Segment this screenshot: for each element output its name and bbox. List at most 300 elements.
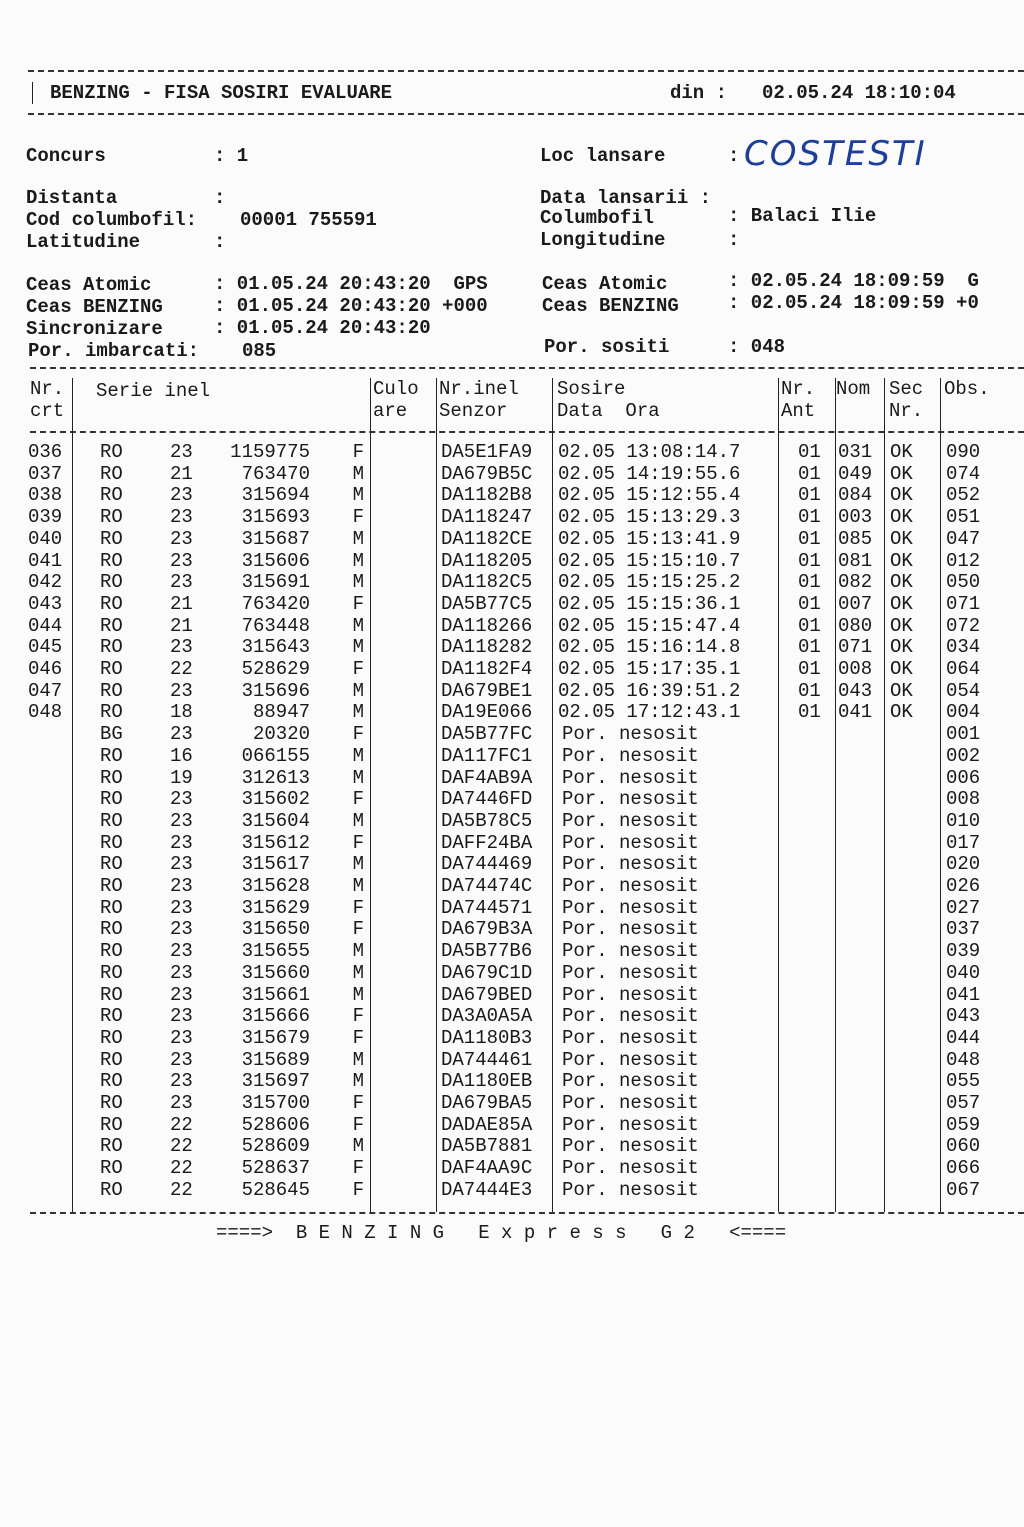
cell-sex: F xyxy=(352,658,364,680)
cell-obs: 041 xyxy=(946,983,981,1006)
cell-country: RO xyxy=(100,1135,123,1158)
cell-country: RO xyxy=(100,614,123,637)
cell-arrival: 02.05 15:12:55.4 xyxy=(558,484,741,507)
cell-sex: M xyxy=(352,875,364,897)
divider xyxy=(28,70,1024,72)
cell-sex: M xyxy=(352,744,364,767)
cell-ring-number: 528629 xyxy=(241,658,310,680)
distanta-label: Distanta xyxy=(26,187,118,209)
cell-obs: 008 xyxy=(946,788,981,811)
cell-arrival: 02.05 15:17:35.1 xyxy=(558,658,741,680)
cell-sex: M xyxy=(352,571,364,594)
cell-obs: 012 xyxy=(946,549,981,572)
cell-sensor-ring: DA7444E3 xyxy=(441,1178,533,1201)
cell-country: RO xyxy=(100,484,123,507)
cell-ring-number: 315700 xyxy=(241,1092,310,1114)
hdr-sec2: Nr. xyxy=(889,400,924,422)
cell-ant: 01 xyxy=(798,571,821,594)
cell-obs: 037 xyxy=(946,918,981,941)
cell-sensor-ring: DADAE85A xyxy=(441,1113,533,1136)
cell-sex: F xyxy=(352,506,364,529)
cell-ring-number: 315628 xyxy=(241,875,310,897)
cell-ant: 01 xyxy=(798,636,821,659)
cell-sensor-ring: DA679BA5 xyxy=(441,1092,533,1114)
distanta-value: : xyxy=(214,187,226,209)
cell-sensor-ring: DA3A0A5A xyxy=(441,1005,533,1028)
cell-country: RO xyxy=(100,1157,123,1180)
cell-country: RO xyxy=(100,1026,123,1049)
cell-arrival: Por. nesosit xyxy=(562,1026,699,1049)
cell-obs: 067 xyxy=(946,1178,981,1201)
sincronizare-value: : 01.05.24 20:43:20 xyxy=(214,317,431,339)
cell-ring-number: 315696 xyxy=(241,679,310,702)
cell-arrival: 02.05 14:19:55.6 xyxy=(558,462,741,485)
cell-arrival: Por. nesosit xyxy=(562,983,699,1006)
cell-obs: 039 xyxy=(946,940,981,963)
cell-obs: 064 xyxy=(946,658,981,680)
cell-year: 22 xyxy=(170,1113,193,1136)
cell-year: 23 xyxy=(170,961,193,984)
cell-country: RO xyxy=(100,744,123,767)
loc-handwritten: COSTESTI xyxy=(744,134,927,174)
cell-sex: F xyxy=(352,918,364,941)
cell-sec: OK xyxy=(890,614,913,637)
cell-obs: 066 xyxy=(946,1157,981,1180)
cell-nr-crt: 046 xyxy=(28,658,63,680)
hdr-culo2: are xyxy=(373,400,408,422)
cell-country: RO xyxy=(100,441,123,463)
cell-country: RO xyxy=(100,527,123,550)
cell-nom: 084 xyxy=(838,484,873,507)
cell-year: 23 xyxy=(170,506,193,529)
cell-sensor-ring: DA5B77C5 xyxy=(441,592,533,615)
cell-sensor-ring: DA1180EB xyxy=(441,1070,533,1093)
sincronizare-label: Sincronizare xyxy=(26,318,163,340)
cell-nom: 071 xyxy=(838,636,873,659)
cell-ring-number: 528606 xyxy=(241,1113,310,1136)
cell-obs: 055 xyxy=(946,1070,981,1093)
cell-country: RO xyxy=(100,918,123,941)
divider xyxy=(30,1212,1024,1214)
cell-arrival: Por. nesosit xyxy=(562,831,699,854)
cell-sensor-ring: DA5B77B6 xyxy=(441,940,533,963)
hdr-culo: Culo xyxy=(373,378,419,400)
cell-ant: 01 xyxy=(798,592,821,615)
cell-ring-number: 315689 xyxy=(241,1048,310,1071)
cell-sex: F xyxy=(352,788,364,811)
cell-nr-crt: 039 xyxy=(28,506,63,529)
ceas-atomic-2-label: Ceas Atomic xyxy=(542,273,668,295)
cell-ring-number: 315661 xyxy=(241,983,310,1006)
cell-obs: 052 xyxy=(946,484,981,507)
cell-country: RO xyxy=(100,462,123,485)
cell-year: 23 xyxy=(170,679,193,702)
cell-year: 23 xyxy=(170,831,193,854)
latitudine-label: Latitudine xyxy=(26,231,141,253)
cell-year: 23 xyxy=(170,809,193,832)
cell-obs: 002 xyxy=(946,744,981,767)
cell-ring-number: 315617 xyxy=(241,853,310,876)
cell-obs: 001 xyxy=(946,723,981,746)
cell-sensor-ring: DA118282 xyxy=(441,636,533,659)
cell-year: 22 xyxy=(170,658,193,680)
cell-ring-number: 315697 xyxy=(241,1070,310,1093)
cell-sex: F xyxy=(352,896,364,919)
columbofil-value: : Balaci Ilie xyxy=(728,205,877,227)
cell-sec: OK xyxy=(890,527,913,550)
ceas-benzing-2-value: : 02.05.24 18:09:59 +0 xyxy=(728,292,979,314)
hdr-nr: Nr. xyxy=(30,378,65,400)
cell-country: BG xyxy=(100,723,123,746)
cell-ant: 01 xyxy=(798,441,821,463)
cell-ring-number: 315687 xyxy=(241,527,310,550)
cell-sex: F xyxy=(352,441,364,463)
cell-ant: 01 xyxy=(798,614,821,637)
column-divider xyxy=(436,378,437,1212)
cell-nr-crt: 045 xyxy=(28,636,63,659)
cell-year: 23 xyxy=(170,1005,193,1028)
cell-nom: 081 xyxy=(838,549,873,572)
cell-arrival: 02.05 15:16:14.8 xyxy=(558,636,741,659)
cell-sensor-ring: DA118205 xyxy=(441,549,533,572)
footer-banner: ====> B E N Z I N G E x p r e s s G 2 <==== xyxy=(216,1222,787,1244)
cell-year: 23 xyxy=(170,527,193,550)
cell-obs: 020 xyxy=(946,853,981,876)
cell-sec: OK xyxy=(890,549,913,572)
cell-sex: M xyxy=(352,1070,364,1093)
cell-ant: 01 xyxy=(798,658,821,680)
longitudine-value: : xyxy=(728,229,740,251)
cell-ring-number: 315604 xyxy=(241,809,310,832)
cell-ring-number: 315660 xyxy=(241,961,310,984)
cell-sensor-ring: DA744461 xyxy=(441,1048,533,1071)
cell-nom: 085 xyxy=(838,527,873,550)
cell-arrival: 02.05 15:15:36.1 xyxy=(558,592,741,615)
cell-sec: OK xyxy=(890,571,913,594)
cell-year: 23 xyxy=(170,484,193,507)
cell-ant: 01 xyxy=(798,506,821,529)
cell-sec: OK xyxy=(890,441,913,463)
longitudine-label: Longitudine xyxy=(540,229,666,251)
cell-ring-number: 315650 xyxy=(241,918,310,941)
cell-nom: 043 xyxy=(838,679,873,702)
cell-obs: 071 xyxy=(946,592,981,615)
cell-arrival: Por. nesosit xyxy=(562,1113,699,1136)
hdr-senzor: Nr.inel xyxy=(439,378,519,400)
cell-country: RO xyxy=(100,701,123,724)
cell-sex: M xyxy=(352,853,364,876)
cell-sensor-ring: DA5B7881 xyxy=(441,1135,533,1158)
cell-ring-number: 312613 xyxy=(241,766,310,789)
cell-sex: M xyxy=(352,961,364,984)
cell-obs: 044 xyxy=(946,1026,981,1049)
cell-arrival: Por. nesosit xyxy=(562,853,699,876)
cell-ring-number: 315679 xyxy=(241,1026,310,1049)
cell-country: RO xyxy=(100,549,123,572)
cell-country: RO xyxy=(100,875,123,897)
cell-obs: 048 xyxy=(946,1048,981,1071)
cell-country: RO xyxy=(100,896,123,919)
cell-arrival: Por. nesosit xyxy=(562,744,699,767)
cell-nom: 041 xyxy=(838,701,873,724)
cell-year: 18 xyxy=(170,701,193,724)
cell-nom: 008 xyxy=(838,658,873,680)
cell-nom: 003 xyxy=(838,506,873,529)
cell-nr-crt: 048 xyxy=(28,701,63,724)
cell-arrival: Por. nesosit xyxy=(562,875,699,897)
cell-sensor-ring: DA1182C5 xyxy=(441,571,533,594)
cell-arrival: Por. nesosit xyxy=(562,723,699,746)
cell-sex: M xyxy=(352,614,364,637)
cell-country: RO xyxy=(100,1070,123,1093)
cell-sensor-ring: DA74474C xyxy=(441,875,533,897)
cell-sex: M xyxy=(352,1135,364,1158)
cell-country: RO xyxy=(100,809,123,832)
cell-arrival: 02.05 17:12:43.1 xyxy=(558,701,741,724)
cell-ant: 01 xyxy=(798,527,821,550)
cell-sensor-ring: DA117FC1 xyxy=(441,744,533,767)
cell-sensor-ring: DA1182B8 xyxy=(441,484,533,507)
cell-ring-number: 315643 xyxy=(241,636,310,659)
cell-ring-number: 315606 xyxy=(241,549,310,572)
cell-obs: 027 xyxy=(946,896,981,919)
cell-year: 23 xyxy=(170,940,193,963)
cell-country: RO xyxy=(100,1092,123,1114)
cell-arrival: Por. nesosit xyxy=(562,1092,699,1114)
cell-country: RO xyxy=(100,679,123,702)
divider xyxy=(32,82,33,104)
cell-arrival: Por. nesosit xyxy=(562,896,699,919)
cell-sex: M xyxy=(352,766,364,789)
cell-ring-number: 1159775 xyxy=(230,441,310,463)
cell-sex: F xyxy=(352,1178,364,1201)
cell-country: RO xyxy=(100,983,123,1006)
cell-sex: M xyxy=(352,462,364,485)
cell-year: 23 xyxy=(170,1092,193,1114)
cell-nr-crt: 038 xyxy=(28,484,63,507)
colon: : xyxy=(728,145,740,167)
cell-country: RO xyxy=(100,940,123,963)
cell-obs: 004 xyxy=(946,701,981,724)
report-title: BENZING - FISA SOSIRI EVALUARE xyxy=(50,82,393,104)
cell-ring-number: 88947 xyxy=(252,701,310,724)
hdr-sosire: Sosire xyxy=(557,378,626,400)
imbarcati-value: 085 xyxy=(242,340,277,362)
cell-sex: F xyxy=(352,1026,364,1049)
cell-sensor-ring: DA744469 xyxy=(441,853,533,876)
cell-obs: 026 xyxy=(946,875,981,897)
cell-sex: F xyxy=(352,1157,364,1180)
cell-sex: F xyxy=(352,723,364,746)
hdr-obs: Obs. xyxy=(944,378,990,400)
cell-year: 23 xyxy=(170,896,193,919)
cell-ant: 01 xyxy=(798,484,821,507)
cell-sensor-ring: DA679B3A xyxy=(441,918,533,941)
data-lansarii-label: Data lansarii : xyxy=(540,187,712,209)
cell-year: 23 xyxy=(170,875,193,897)
cell-obs: 051 xyxy=(946,506,981,529)
cell-nr-crt: 042 xyxy=(28,571,63,594)
cell-obs: 060 xyxy=(946,1135,981,1158)
cell-country: RO xyxy=(100,853,123,876)
cell-ring-number: 763420 xyxy=(241,592,310,615)
cell-sec: OK xyxy=(890,592,913,615)
cell-sec: OK xyxy=(890,462,913,485)
cell-year: 23 xyxy=(170,549,193,572)
cell-sex: M xyxy=(352,1048,364,1071)
cell-sex: M xyxy=(352,484,364,507)
cell-obs: 050 xyxy=(946,571,981,594)
cell-obs: 034 xyxy=(946,636,981,659)
cell-arrival: Por. nesosit xyxy=(562,940,699,963)
cell-ring-number: 315629 xyxy=(241,896,310,919)
cell-sex: F xyxy=(352,1092,364,1114)
cell-arrival: 02.05 15:15:10.7 xyxy=(558,549,741,572)
cell-obs: 017 xyxy=(946,831,981,854)
cell-nr-crt: 043 xyxy=(28,592,63,615)
cell-year: 23 xyxy=(170,1026,193,1049)
cell-ring-number: 315666 xyxy=(241,1005,310,1028)
cell-sensor-ring: DA1182CE xyxy=(441,527,533,550)
cell-obs: 043 xyxy=(946,1005,981,1028)
cell-sec: OK xyxy=(890,679,913,702)
cell-arrival: 02.05 15:13:41.9 xyxy=(558,527,741,550)
cell-sensor-ring: DA679BE1 xyxy=(441,679,533,702)
cell-nr-crt: 041 xyxy=(28,549,63,572)
cell-sex: F xyxy=(352,1005,364,1028)
cell-country: RO xyxy=(100,1005,123,1028)
cell-sensor-ring: DA744571 xyxy=(441,896,533,919)
cell-arrival: Por. nesosit xyxy=(562,788,699,811)
cell-sensor-ring: DA1182F4 xyxy=(441,658,533,680)
cell-ant: 01 xyxy=(798,679,821,702)
column-divider xyxy=(835,378,836,1212)
divider xyxy=(30,431,1024,433)
cell-obs: 010 xyxy=(946,809,981,832)
cell-ring-number: 315602 xyxy=(241,788,310,811)
cell-nom: 080 xyxy=(838,614,873,637)
cell-arrival: Por. nesosit xyxy=(562,1178,699,1201)
cell-sensor-ring: DA5E1FA9 xyxy=(441,441,533,463)
column-divider xyxy=(940,378,941,1212)
cell-sec: OK xyxy=(890,701,913,724)
cell-ring-number: 763448 xyxy=(241,614,310,637)
cell-sensor-ring: DAF4AB9A xyxy=(441,766,533,789)
cell-sex: M xyxy=(352,527,364,550)
cell-year: 23 xyxy=(170,1070,193,1093)
cell-arrival: Por. nesosit xyxy=(562,1157,699,1180)
cell-obs: 054 xyxy=(946,679,981,702)
cell-obs: 072 xyxy=(946,614,981,637)
cell-nom: 082 xyxy=(838,571,873,594)
cell-sex: M xyxy=(352,636,364,659)
cell-year: 23 xyxy=(170,571,193,594)
cell-obs: 040 xyxy=(946,961,981,984)
cell-year: 23 xyxy=(170,723,193,746)
column-divider xyxy=(370,378,371,1212)
cell-nr-crt: 036 xyxy=(28,441,63,463)
sositi-label: Por. sositi xyxy=(544,336,670,358)
cell-sec: OK xyxy=(890,506,913,529)
cell-sensor-ring: DA118266 xyxy=(441,614,533,637)
loc-label: Loc lansare xyxy=(540,145,666,167)
cell-year: 21 xyxy=(170,462,193,485)
cell-ring-number: 315691 xyxy=(241,571,310,594)
cell-nom: 049 xyxy=(838,462,873,485)
cell-ring-number: 528637 xyxy=(241,1157,310,1180)
cell-country: RO xyxy=(100,658,123,680)
cell-sensor-ring: DA7446FD xyxy=(441,788,533,811)
cod-value: 00001 755591 xyxy=(240,209,377,231)
cell-year: 23 xyxy=(170,983,193,1006)
concurs-value: : 1 xyxy=(214,145,249,167)
cell-country: RO xyxy=(100,788,123,811)
din-label: din : xyxy=(670,82,728,104)
cell-year: 23 xyxy=(170,788,193,811)
cell-country: RO xyxy=(100,961,123,984)
cell-sex: M xyxy=(352,940,364,963)
cell-sensor-ring: DAFF24BA xyxy=(441,831,533,854)
cell-obs: 006 xyxy=(946,766,981,789)
cell-arrival: Por. nesosit xyxy=(562,766,699,789)
hdr-senzor2: Senzor xyxy=(439,400,508,422)
cell-year: 23 xyxy=(170,853,193,876)
cell-sensor-ring: DA5B78C5 xyxy=(441,809,533,832)
cell-country: RO xyxy=(100,766,123,789)
sositi-value: : 048 xyxy=(728,336,786,358)
cell-sex: M xyxy=(352,701,364,724)
cell-country: RO xyxy=(100,506,123,529)
cell-ant: 01 xyxy=(798,549,821,572)
cell-sex: M xyxy=(352,809,364,832)
cell-sec: OK xyxy=(890,658,913,680)
cell-sensor-ring: DA679C1D xyxy=(441,961,533,984)
cell-ring-number: 066155 xyxy=(241,744,310,767)
report-datetime: 02.05.24 18:10:04 xyxy=(762,82,956,104)
cell-sex: M xyxy=(352,679,364,702)
cell-arrival: Por. nesosit xyxy=(562,961,699,984)
cell-ring-number: 315612 xyxy=(241,831,310,854)
cell-country: RO xyxy=(100,636,123,659)
hdr-ant: Nr. xyxy=(781,378,816,400)
cell-sec: OK xyxy=(890,636,913,659)
cod-label: Cod columbofil: xyxy=(26,209,198,231)
cell-year: 22 xyxy=(170,1178,193,1201)
cell-arrival: Por. nesosit xyxy=(562,1135,699,1158)
cell-sensor-ring: DA679BED xyxy=(441,983,533,1006)
cell-year: 21 xyxy=(170,592,193,615)
cell-year: 22 xyxy=(170,1157,193,1180)
cell-sensor-ring: DA19E066 xyxy=(441,701,533,724)
cell-ring-number: 20320 xyxy=(252,723,310,746)
ceas-atomic-2-value: : 02.05.24 18:09:59 G xyxy=(728,270,979,292)
hdr-nom: Nom xyxy=(836,378,871,400)
cell-obs: 047 xyxy=(946,527,981,550)
ceas-benzing-label: Ceas BENZING xyxy=(26,296,163,318)
cell-ring-number: 315655 xyxy=(241,940,310,963)
concurs-label: Concurs xyxy=(26,145,106,167)
divider xyxy=(28,113,1024,115)
column-divider xyxy=(778,378,779,1212)
cell-obs: 057 xyxy=(946,1092,981,1114)
cell-sex: F xyxy=(352,831,364,854)
hdr-ant2: Ant xyxy=(781,400,816,422)
divider xyxy=(30,367,1024,369)
cell-arrival: 02.05 16:39:51.2 xyxy=(558,679,741,702)
cell-arrival: 02.05 13:08:14.7 xyxy=(558,441,741,463)
cell-ring-number: 528645 xyxy=(241,1178,310,1201)
cell-sec: OK xyxy=(890,484,913,507)
